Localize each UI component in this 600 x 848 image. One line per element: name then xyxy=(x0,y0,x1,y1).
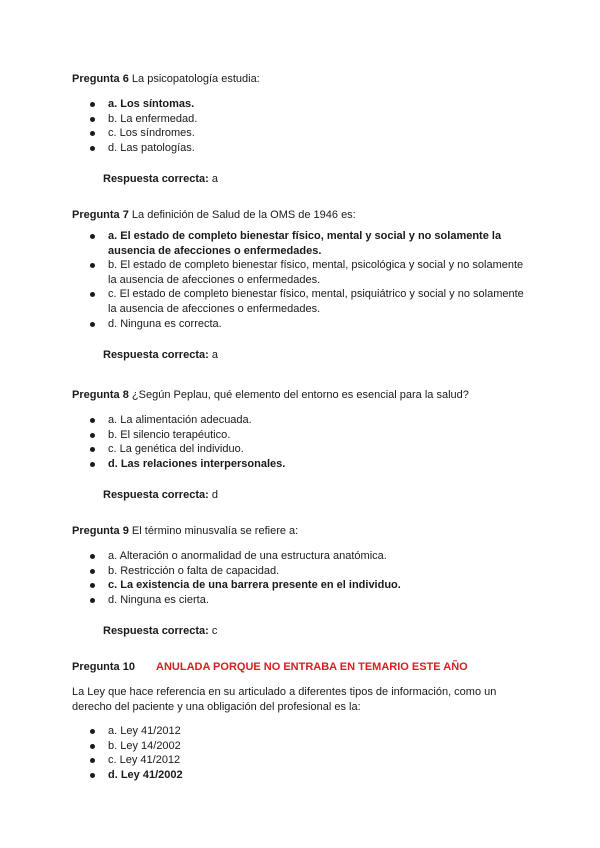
option-item: c. Ley 41/2012 xyxy=(72,753,532,768)
answer-label: Respuesta correcta: xyxy=(103,349,209,362)
correct-answer xyxy=(103,348,532,363)
option-item: a. Ley 41/2012 xyxy=(72,724,532,739)
answer-value: a xyxy=(211,349,218,362)
option-item: d. Las relaciones interpersonales. xyxy=(72,457,532,472)
options-list xyxy=(72,413,532,471)
question-label: Pregunta 7 xyxy=(72,209,129,221)
answer-label: Respuesta correcta: xyxy=(103,173,209,186)
option-item: c. La existencia de una barrera presente en el individuo. xyxy=(72,578,532,593)
question-text: El término minusvalía se refiere a: xyxy=(131,525,299,537)
question-title xyxy=(72,660,532,675)
answer-label: Respuesta correcta: xyxy=(103,625,209,638)
option-item: a. La alimentación adecuada. xyxy=(72,413,532,428)
answer-value: d xyxy=(211,489,218,502)
option-item: d. Ninguna es correcta. xyxy=(72,317,532,332)
option-item: c. El estado de completo bienestar físico, mental, psiquiátrico y social y no solamente la ausencia de afecciones o enfermedades. xyxy=(72,287,532,316)
question-title xyxy=(72,388,532,403)
question-9 xyxy=(72,524,532,639)
question-title xyxy=(72,524,532,539)
correct-answer xyxy=(103,488,532,503)
options-list xyxy=(72,97,532,155)
question-6 xyxy=(72,72,532,187)
option-item: a. Los síntomas. xyxy=(72,97,532,112)
question-title xyxy=(72,208,532,223)
question-text: La psicopatología estudia: xyxy=(131,73,260,85)
question-label: Pregunta 8 xyxy=(72,389,129,401)
question-label: Pregunta 10 xyxy=(72,661,135,673)
option-item: b. Ley 14/2002 xyxy=(72,739,532,754)
question-text: ¿Según Peplau, qué elemento del entorno es esencial para la salud? xyxy=(131,389,469,401)
option-item: d. Ley 41/2002 xyxy=(72,768,532,783)
question-8 xyxy=(72,388,532,503)
option-item: b. El silencio terapéutico. xyxy=(72,428,532,443)
option-item: a. El estado de completo bienestar físico, mental y social y no solamente la ausencia de afecciones o enfermedades. xyxy=(72,229,532,258)
option-item: d. Las patologías. xyxy=(72,141,532,156)
answer-value: a xyxy=(211,173,218,186)
correct-answer xyxy=(103,624,532,639)
option-item: b. La enfermedad. xyxy=(72,112,532,127)
correct-answer xyxy=(103,172,532,187)
options-list xyxy=(72,229,532,331)
option-item: c. Los síndromes. xyxy=(72,126,532,141)
options-list xyxy=(72,549,532,607)
question-title xyxy=(72,72,532,87)
annulled-note: ANULADA PORQUE NO ENTRABA EN TEMARIO ESTE AÑO xyxy=(156,661,468,673)
option-item: b. El estado de completo bienestar físico, mental, psicológica y social y no solamente la ausencia de afecciones o enfermedades. xyxy=(72,258,532,287)
question-10 xyxy=(72,660,532,782)
question-text: La Ley que hace referencia en su articulado a diferentes tipos de información, como un derecho del paciente y una obligación del profesional es la: xyxy=(72,686,497,713)
option-item: a. Alteración o anormalidad de una estructura anatómica. xyxy=(72,549,532,564)
question-label: Pregunta 9 xyxy=(72,525,129,537)
question-7 xyxy=(72,208,532,363)
option-item: d. Ninguna es cierta. xyxy=(72,593,532,608)
option-item: b. Restricción o falta de capacidad. xyxy=(72,564,532,579)
options-list xyxy=(72,724,532,782)
answer-value: c xyxy=(211,625,218,638)
question-text: La definición de Salud de la OMS de 1946 es: xyxy=(131,209,356,221)
answer-label: Respuesta correcta: xyxy=(103,489,209,502)
option-item: c. La genética del individuo. xyxy=(72,442,532,457)
question-label: Pregunta 6 xyxy=(72,73,129,85)
